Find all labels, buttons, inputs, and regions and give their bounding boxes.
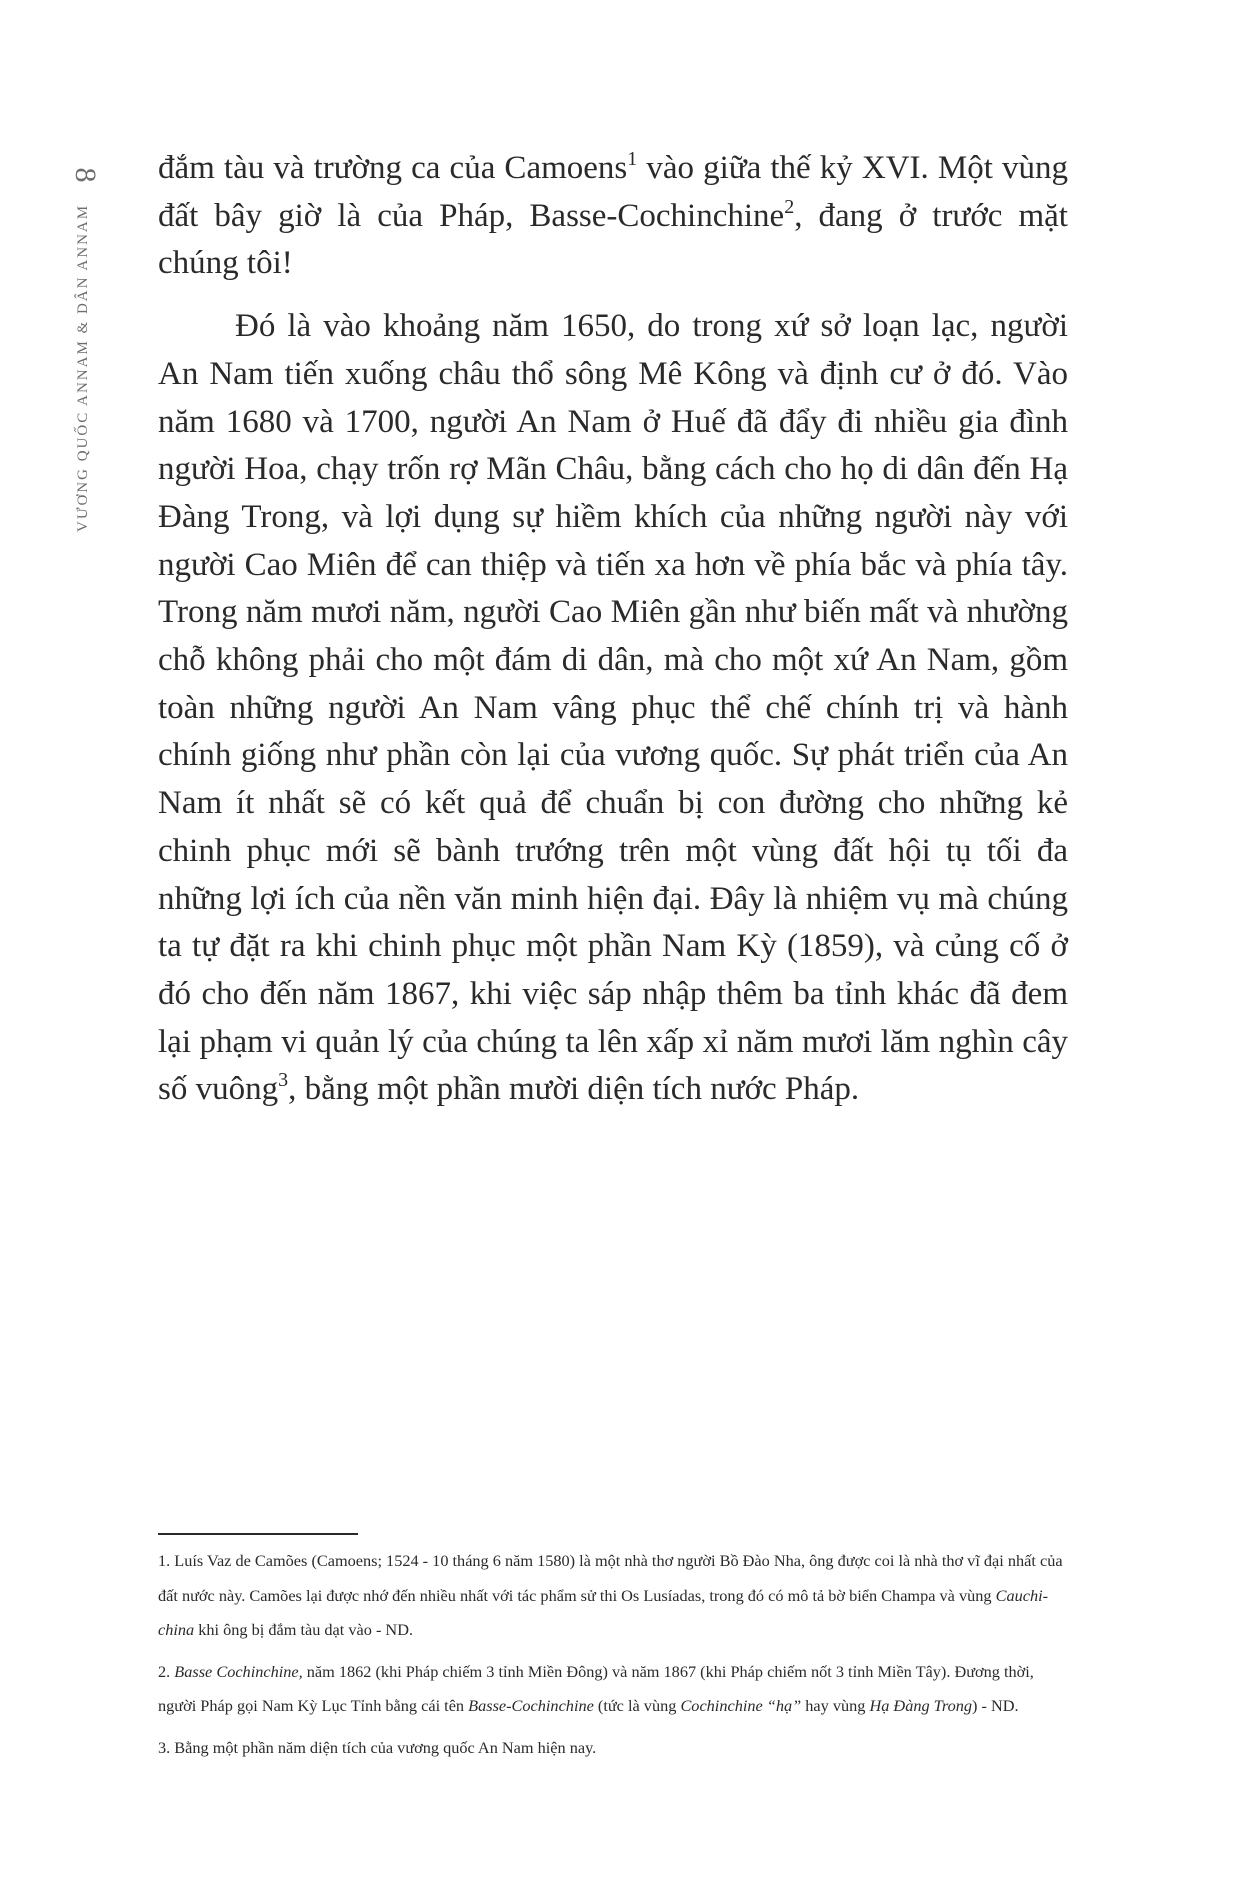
footnote-3-text-a: 3. Bằng một phần năm diện tích của vương quốc An Nam hiện nay. [158,1737,597,1757]
footnotes [158,1544,1068,1765]
footnote-ref-3: 3 [278,1069,289,1092]
running-title: VƯƠNG QUỐC ANNAM & DÂN ANNAM [75,203,91,532]
footnote-1 [158,1544,1068,1648]
footnote-2 [158,1655,1068,1724]
footnote-2-text-e: ) - ND. [972,1696,1019,1715]
paragraph-1-text-2: vào giữa thế kỷ XVI. Một vùng đất bây giờ là của Pháp, Basse-Cochinchine [158,150,1068,234]
footnote-2-text-b: năm 1862 (khi Pháp chiếm 3 tỉnh Miền Đông) và năm 1867 (khi Pháp chiếm nốt 3 tỉnh Miền Tây). Đương thời, người Pháp gọi Nam Kỳ Lục Tỉnh bằng cái tên [158,1661,1034,1715]
footnote-2-italic-b: Basse-Cochinchine [468,1696,594,1715]
paragraph-2-text-2: , bằng một phần mười diện tích nước Pháp. [288,1071,860,1108]
footnote-ref-1: 1 [627,148,638,170]
paragraph-2 [158,303,1068,1114]
body-text [158,145,1068,1114]
paragraph-1-text-3: , đang ở trước mặt chúng tôi! [158,197,1068,282]
footnote-2-italic-d: Hạ Đàng Trong [869,1696,972,1715]
paragraph-2-text-1: Đó là vào khoảng năm 1650, do trong xứ sở loạn lạc, người An Nam tiến xuống châu thổ sông Mê Kông và định cư ở đó. Vào năm 1680 và 1700, người An Nam ở Huế đã đẩy đi nhiều gia đình người Hoa, chạy trốn rợ Mãn Châu, bằng cách cho họ di dân đến Hạ Đàng Trong, và lợi dụng sự hiềm khích của những người này với người Cao Miên để can thiệp và tiến xa hơn về phía bắc và phía tây. Trong năm mươi năm, người Cao Miên gần như biến mất và nhường chỗ không phải cho một đám di dân, mà cho một xứ An Nam, gồm toàn những người An Nam vâng phục thể chế chính trị và hành chính giống như phần còn lại của vương quốc. Sự phát triển của An Nam ít nhất sẽ có kết quả để chuẩn bị con đường cho những kẻ chinh phục mới sẽ bành trướng trên một vùng đất hội tụ tối đa những lợi ích của nền văn minh hiện đại. Đây là nhiệm vụ mà chúng ta tự đặt ra khi chinh phục một phần Nam Kỳ (1859), và củng cố ở đó cho đến năm 1867, khi việc sáp nhập thêm ba tỉnh khác đã đem lại phạm vi quản lý của chúng ta lên xấp xỉ năm mươi lăm nghìn cây số vuông [158,308,1068,1108]
footnote-2-italic-c: Cochinchine “hạ” [680,1696,802,1715]
footnote-2-italic-a: Basse Cochinchine, [174,1661,303,1681]
paragraph-1 [158,145,1068,288]
page-number: 8 [69,167,102,183]
footnote-2-text-d: hay vùng [801,1696,870,1715]
footnote-1-text-b: khi ông bị đắm tàu dạt vào - ND. [194,1620,414,1639]
footnote-1-text-a: 1. Luís Vaz de Camões (Camoens; 1524 - 10 tháng 6 năm 1580) là một nhà thơ người Bồ Đào Nha, ông được coi là nhà thơ vĩ đại nhất của đất nước này. Camões lại được nhớ đến nhiều nhất với tác phẩm sử thi Os Lusíadas, trong đó có mô tả bờ biển Champa và vùng [158,1551,1063,1605]
footnote-1-italic-a: Cauchi-china [158,1585,1049,1639]
footnote-ref-2: 2 [784,195,795,218]
footnote-2-text-a: 2. [158,1661,175,1681]
footnote-2-text-c: (tức là vùng [593,1696,681,1715]
footnote-3 [158,1731,1068,1766]
paragraph-1-text-1: đắm tàu và trường ca của Camoens [158,150,628,186]
footnote-divider [158,1533,358,1535]
